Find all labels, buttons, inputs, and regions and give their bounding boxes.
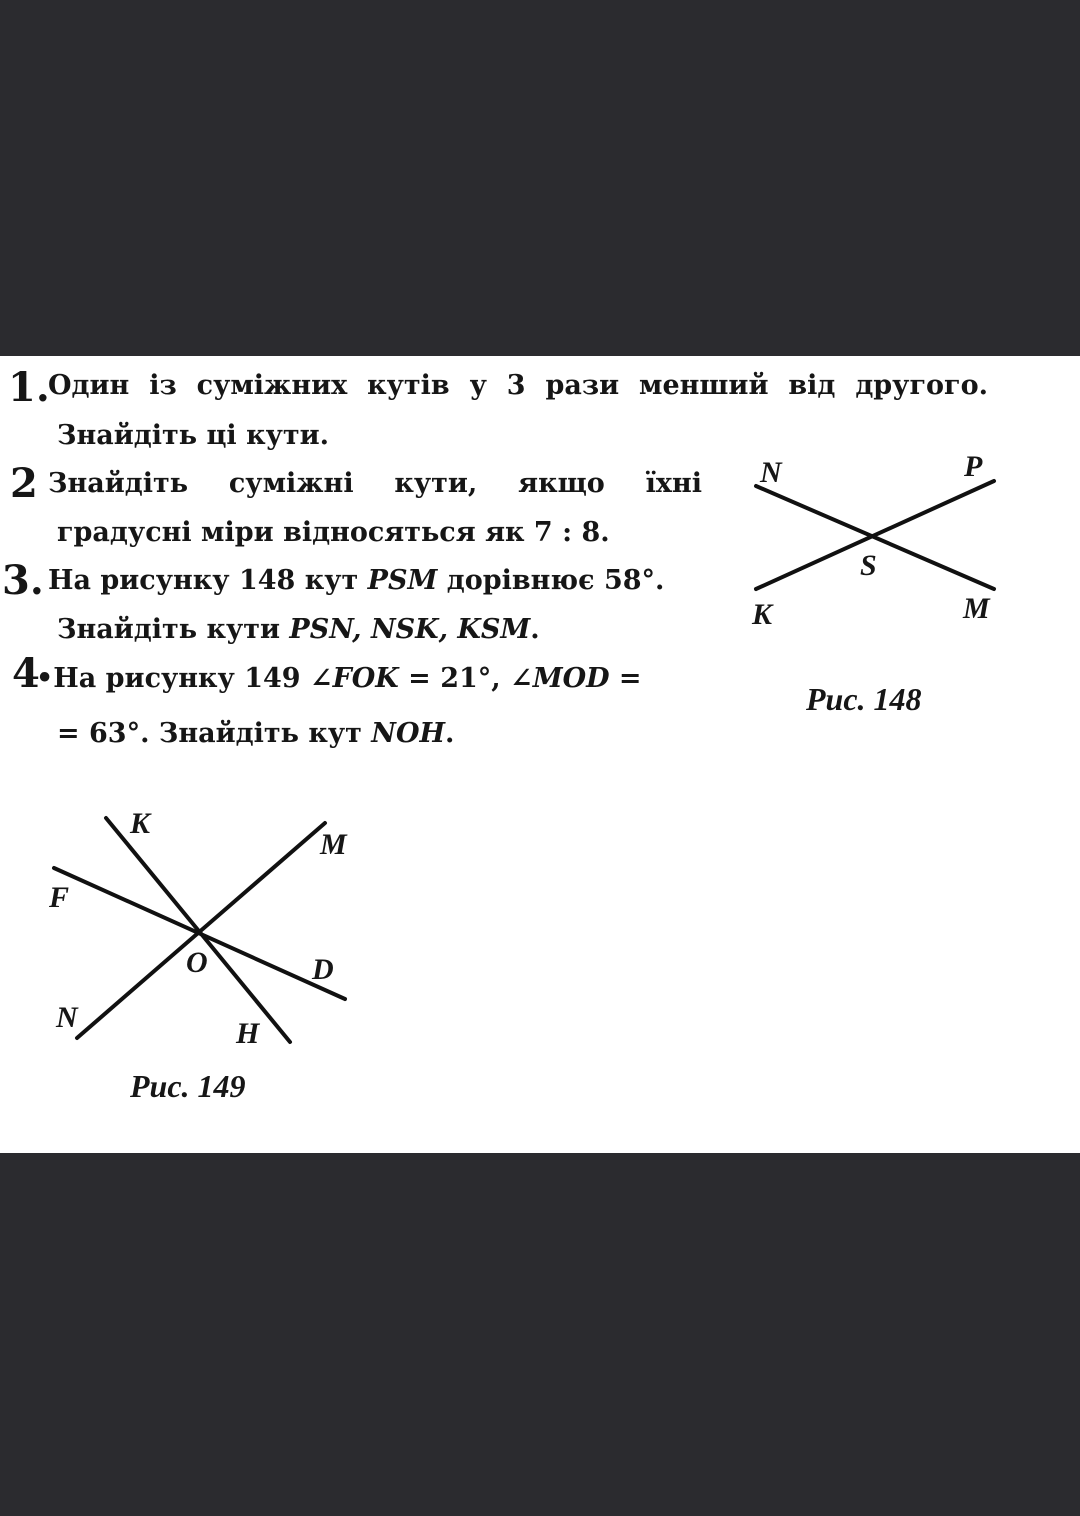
bottom-dark-band: [0, 1153, 1080, 1516]
word: 3: [506, 370, 526, 401]
text-part: .: [445, 718, 455, 749]
word: їхні: [645, 468, 702, 499]
textbook-page: [0, 356, 1080, 1153]
angle-names: PSN, NSK, KSM: [289, 614, 531, 645]
line-kh: [106, 818, 290, 1042]
word: від: [788, 370, 836, 401]
text-part: •На рисунку 149: [36, 663, 310, 694]
fig148-label-n: N: [760, 456, 782, 489]
text-part: Знайдіть кути: [57, 614, 290, 645]
problem-1-line-2: Знайдіть ці кути.: [57, 420, 330, 451]
word: якщо: [518, 468, 605, 499]
fig149-label-f: F: [49, 881, 70, 914]
word: суміжні: [228, 468, 354, 499]
word: із: [149, 370, 177, 401]
problem-3-line-1: [48, 564, 664, 598]
top-dark-band: [0, 0, 1080, 356]
line-nm: [77, 823, 325, 1038]
word: другого.: [855, 370, 988, 401]
word: кутів: [367, 370, 450, 401]
text-part: = 21°,: [398, 663, 511, 694]
fig149-label-h: H: [236, 1017, 260, 1050]
problem-1-number: 1.: [8, 364, 50, 411]
word: у: [469, 370, 487, 401]
problem-2-line-1: [48, 467, 702, 501]
fig149-label-m: M: [320, 828, 347, 861]
word: менший: [639, 370, 769, 401]
word: рази: [545, 370, 620, 401]
word: Один: [48, 370, 130, 401]
text-part: дорівнює 58°.: [437, 565, 665, 596]
word: суміжних: [196, 370, 348, 401]
problem-4-line-2: [57, 717, 454, 751]
fig149-label-d: D: [312, 953, 334, 986]
figure-148-caption: Рис. 148: [806, 681, 922, 717]
text-part: На рисунку 148 кут: [48, 565, 368, 596]
text-part: .: [530, 614, 540, 645]
angle-mod: ∠MOD: [510, 663, 610, 694]
text-part: = 63°. Знайдіть кут: [57, 718, 372, 749]
fig148-label-p: P: [964, 450, 983, 483]
fig149-label-n: N: [56, 1001, 78, 1034]
text-part: =: [609, 663, 642, 694]
fig148-label-k: K: [752, 598, 773, 631]
problem-1-line-1: [48, 369, 988, 403]
problem-2-line-2: градусні міри відносяться як 7 : 8.: [57, 517, 610, 548]
fig149-label-k: K: [130, 807, 151, 840]
fig149-label-o: O: [186, 946, 208, 979]
word: Знайдіть: [48, 468, 189, 499]
angle-noh: NOH: [371, 718, 445, 749]
angle-fok: ∠FOK: [310, 663, 399, 694]
problem-4-number: 4: [12, 650, 40, 697]
problem-3-number: 3.: [2, 557, 44, 604]
problem-3-line-2: [57, 613, 540, 647]
fig148-label-m: M: [963, 592, 990, 625]
problem-2-number: 2: [10, 460, 38, 507]
word: кути,: [394, 468, 478, 499]
problem-4-line-1: [36, 662, 642, 696]
fig148-label-s: S: [860, 549, 877, 582]
figure-149-caption: Рис. 149: [130, 1068, 246, 1104]
angle-name: PSM: [367, 565, 438, 596]
